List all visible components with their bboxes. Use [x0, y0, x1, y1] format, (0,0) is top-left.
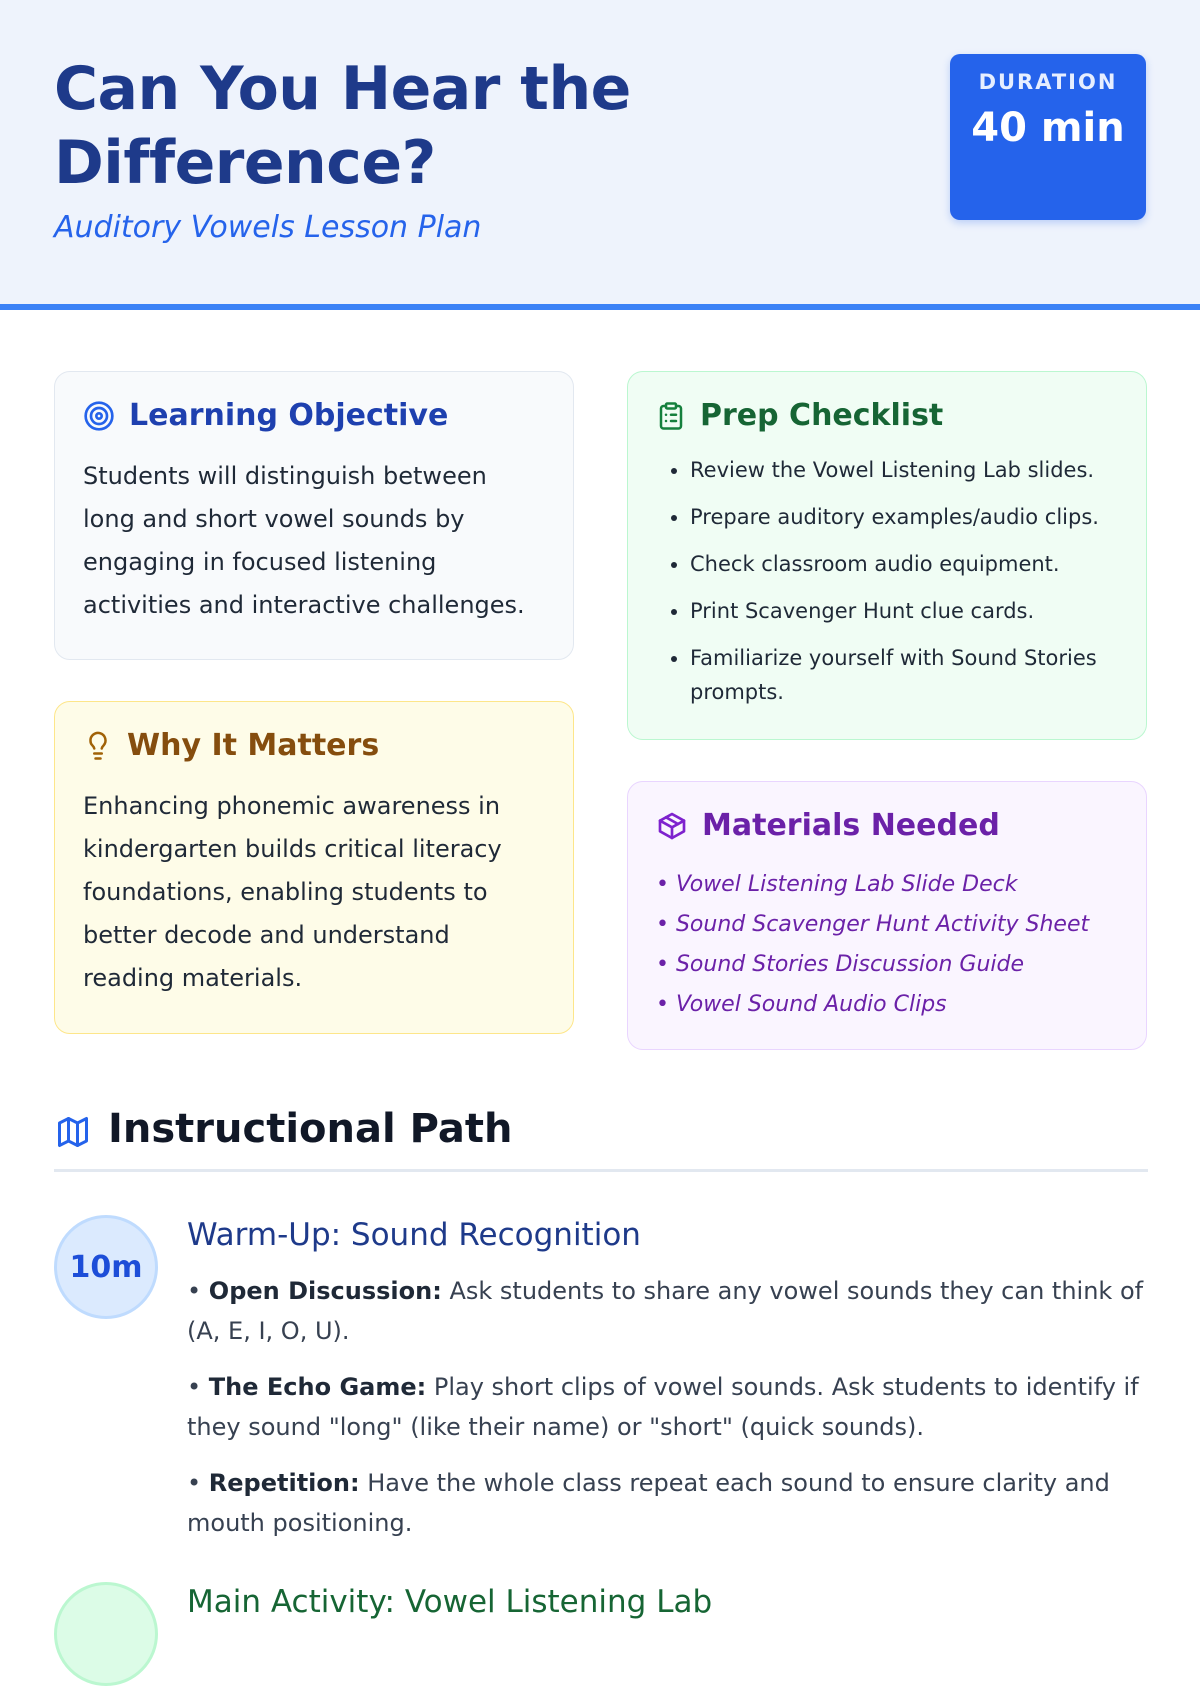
page-title: Can You Hear the Difference?: [54, 54, 631, 198]
step-time-badge: [54, 1582, 158, 1686]
learning-objective-text: Students will distinguish between long and short vowel sounds by engaging in focused listening activities and interactive challenges.: [83, 462, 525, 619]
lesson-header: [0, 0, 1200, 310]
why-it-matters-text: Enhancing phonemic awareness in kindergarten builds critical literacy foundations, enabling students to better decode and understand reading materials.: [83, 792, 502, 992]
step-point: • Open Discussion: Ask students to share any vowel sounds they can think of (A, E, I, O, U).: [187, 1277, 1144, 1345]
why-it-matters-title: Why It Matters: [127, 728, 380, 763]
step-point: • Repetition: Have the whole class repeat each sound to ensure clarity and mouth positioning.: [187, 1469, 1110, 1537]
lightbulb-icon: [83, 730, 113, 762]
list-item: • Vowel Listening Lab Slide Deck: [656, 872, 1018, 897]
materials-list: [656, 865, 1118, 1025]
step-point-label: Open Discussion:: [208, 1277, 442, 1305]
step-title: Main Activity: Vowel Listening Lab: [187, 1584, 713, 1620]
clipboard-icon: [656, 400, 686, 432]
learning-objective-title: Learning Objective: [129, 398, 449, 433]
page-subtitle: Auditory Vowels Lesson Plan: [54, 210, 482, 245]
duration-value: 40 min: [971, 105, 1125, 151]
prep-checklist-card: [627, 371, 1147, 740]
package-icon: [656, 810, 688, 842]
list-item: • Review the Vowel Listening Lab slides.: [690, 453, 1118, 487]
step-point-text: Play short clips of vowel sounds. Ask students to identify if they sound "long" (like their name) or "short" (quick sounds).: [187, 1373, 1139, 1441]
why-it-matters-card: [54, 701, 574, 1034]
prep-checklist-title: Prep Checklist: [700, 398, 944, 433]
why-it-matters-heading: [83, 728, 545, 763]
materials-needed-heading: [656, 808, 1118, 843]
learning-objective-card: [54, 371, 574, 660]
list-item: • Print Scavenger Hunt clue cards.: [690, 594, 1118, 628]
list-item: • Sound Scavenger Hunt Activity Sheet: [656, 912, 1090, 937]
list-item: • Vowel Sound Audio Clips: [656, 992, 947, 1017]
list-item: • Sound Stories Discussion Guide: [656, 952, 1025, 977]
materials-needed-card: [627, 781, 1147, 1050]
step-title: Warm-Up: Sound Recognition: [187, 1217, 641, 1253]
list-item: • Check classroom audio equipment.: [690, 547, 1118, 581]
duration-label: DURATION: [978, 70, 1118, 94]
map-icon: [54, 1114, 92, 1150]
instructional-path-title: Instructional Path: [108, 1106, 513, 1152]
learning-objective-heading: [83, 398, 545, 433]
target-icon: [83, 400, 115, 432]
step-time-badge: 10m: [54, 1215, 158, 1319]
list-item: • Prepare auditory examples/audio clips.: [690, 500, 1118, 534]
step-point-text: Ask students to share any vowel sounds they can think of (A, E, I, O, U).: [187, 1277, 1144, 1345]
instructional-path-header: [54, 1100, 1148, 1172]
prep-checklist-heading: [656, 398, 1118, 433]
duration-badge: [950, 54, 1146, 220]
list-item: • Familiarize yourself with Sound Stories prompts.: [690, 641, 1118, 709]
step-point-text: Have the whole class repeat each sound to ensure clarity and mouth positioning.: [187, 1469, 1110, 1537]
step-point-label: The Echo Game:: [208, 1373, 427, 1401]
step-point-label: Repetition:: [208, 1469, 360, 1497]
prep-checklist-list: [656, 453, 1118, 709]
step-point: • The Echo Game: Play short clips of vowel sounds. Ask students to identify if they sound "long" (like their name) or "short" (quick sounds).: [187, 1373, 1139, 1441]
materials-needed-title: Materials Needed: [702, 808, 1000, 843]
